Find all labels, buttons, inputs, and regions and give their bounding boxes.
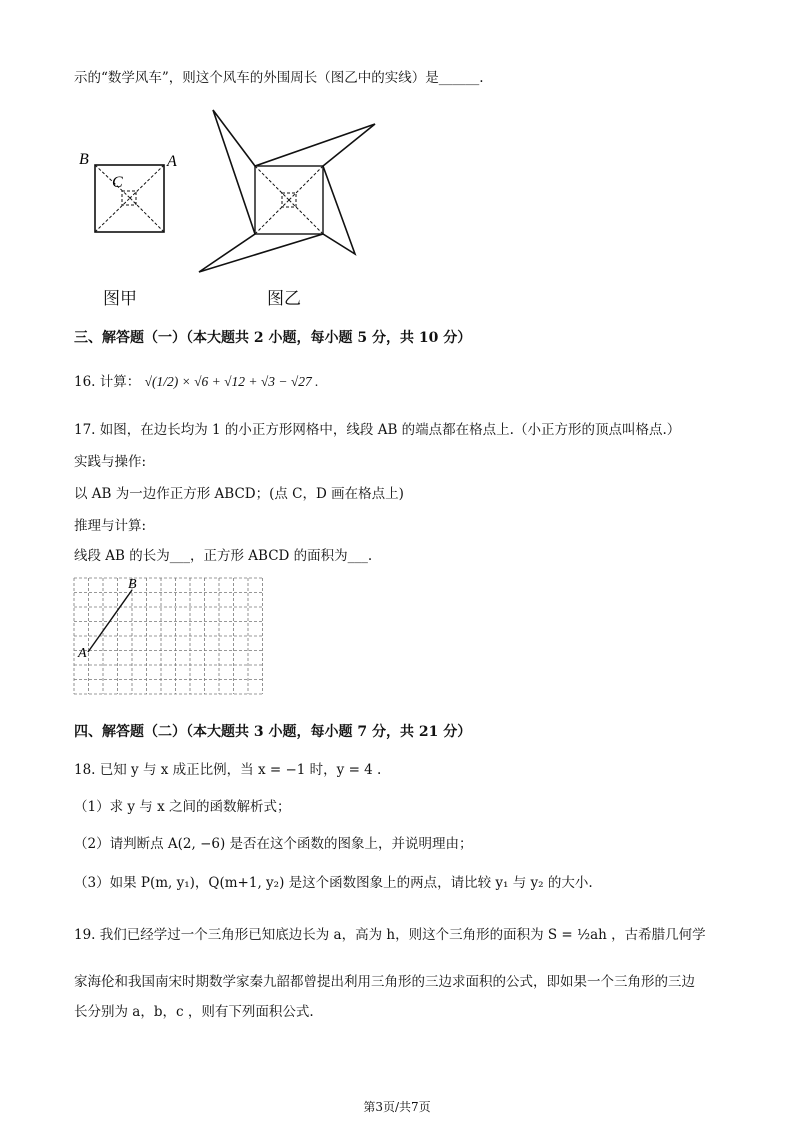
- q16-expression: √(1/2) × √6 + √12 + √3 − √27 .: [144, 374, 319, 389]
- grid-figure: [70, 574, 270, 708]
- section3-title: 三、解答题（一）（本大题共 2 小题，每小题 5 分，共 10 分）: [74, 330, 472, 346]
- q18-part1: （1）求 y 与 x 之间的函数解析式；: [74, 799, 291, 815]
- q17-line2: 实践与操作:: [74, 454, 147, 470]
- caption-jia: 图甲: [103, 289, 137, 309]
- q19-line2: 家海伦和我国南宋时期数学家秦九韶都曾提出利用三角形的三边求面积的公式，即如果一个三角形的三边: [74, 974, 695, 990]
- q15-tail-text: 示的“数学风车”，则这个风车的外围周长（图乙中的实线）是______.: [74, 70, 484, 86]
- figure-jia: [75, 148, 185, 238]
- section4-title: 四、解答题（二）（本大题共 3 小题，每小题 7 分，共 21 分）: [74, 724, 472, 740]
- grid-lines: [74, 578, 263, 694]
- q19-line1: 19. 我们已经学过一个三角形已知底边长为 a，高为 h，则这个三角形的面积为 S = ½ah ，古希腊几何学: [74, 927, 706, 943]
- windmill-inner-lines: [255, 166, 323, 234]
- q18-part3: （3）如果 P(m, y₁)，Q(m+1, y₂) 是这个函数图象上的两点，请比较 y₁ 与 y₂ 的大小.: [74, 875, 593, 891]
- q17-line4: 推理与计算:: [74, 518, 147, 534]
- q17-line1: 17. 如图，在边长均为 1 的小正方形网格中，线段 AB 的端点都在格点上.（小正方形的顶点叫格点.）: [74, 422, 681, 438]
- label-c: C: [112, 174, 123, 191]
- q18-line1: 18. 已知 y 与 x 成正比例，当 x = −1 时，y = 4 .: [74, 762, 382, 778]
- q19-line3: 长分别为 a，b，c ，则有下列面积公式.: [74, 1004, 314, 1020]
- label-b: B: [79, 151, 89, 168]
- windmill-square: [255, 166, 323, 234]
- grid-label-b: B: [128, 577, 137, 592]
- q18-part2: （2）请判断点 A(2, −6) 是否在这个函数的图象上，并说明理由；: [74, 836, 473, 852]
- figure-jia-square: [95, 165, 164, 232]
- figure-yi: [195, 104, 385, 276]
- q17-line5: 线段 AB 的长为___，正方形 ABCD 的面积为___.: [74, 548, 373, 564]
- page-footer: 第3页/共7页: [363, 1100, 431, 1114]
- grid-label-a: A: [78, 646, 87, 661]
- q17-line3: 以 AB 为一边作正方形 ABCD；(点 C，D 画在格点上): [74, 486, 404, 502]
- caption-yi: 图乙: [267, 289, 301, 309]
- segment-ab: [88, 590, 132, 652]
- figure-jia-inner-lines: [95, 165, 164, 232]
- label-a: A: [167, 153, 177, 170]
- q16-line: [74, 372, 754, 392]
- q16-prefix: 16. 计算：: [74, 374, 141, 390]
- windmill-outline: [199, 110, 375, 272]
